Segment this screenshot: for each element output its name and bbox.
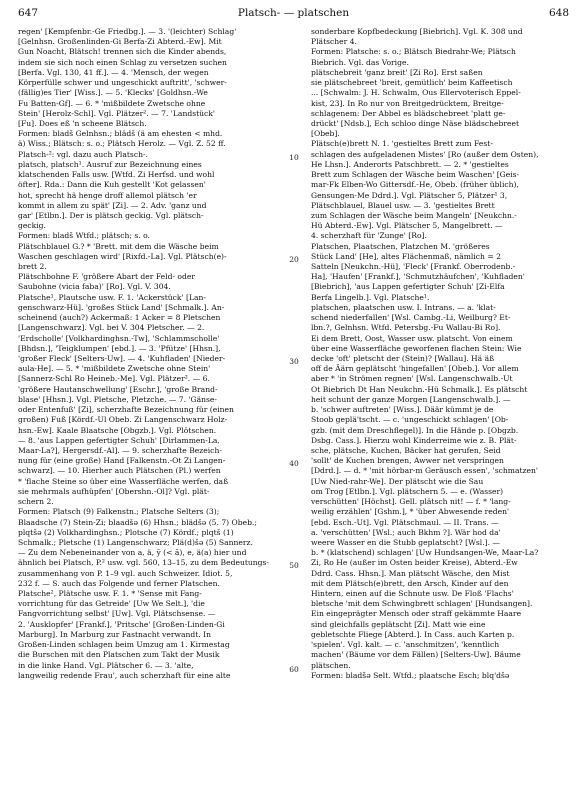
text-line: vorrichtung für das Getreide' [Uw We Selt.], 'die — [18, 599, 205, 609]
text-line: schern 2. — [18, 497, 54, 507]
text-line: Marburg]. In Marburg zur Fastnacht verwandt. In — [18, 629, 212, 639]
text-line: Fu Batten-Gf]. — 6. * 'mißbildete Zwetsche ohne — [18, 98, 206, 108]
text-line: Körperfülle schwer und ungeschickt auftritt', 'schwer- — [18, 78, 227, 88]
text-line: regen' [Kempfenbr.-Ge Friedbg.]. — 3. '(leichter) Schlag' — [18, 27, 237, 36]
text-line: oder Entenfuß' [Zi], scherzhafte Bezeichnung für (einen — [18, 405, 234, 415]
text-line: Platsche², Plätsche usw. F. 1. * 'Sense mit Fang- — [18, 589, 202, 599]
text-line: 'spielen'. Vgl. kalt. — c. 'anschmitzen', 'kenntlich — [311, 640, 500, 650]
text-line: brett 2. — [18, 262, 47, 272]
text-line: [Sannerz-Schl Ro Heineb.-Me]. Vgl. Plätzer². — 6. — [18, 374, 210, 384]
line-number: 30 — [289, 357, 299, 366]
text-line: langweilig redende Frau', auch scherzhaft für eine alte — [18, 670, 231, 680]
text-line: gebletschte Fliege [Abterd.]. In Cass. auch Karten p. — [311, 629, 515, 639]
text-line: Schmalk.; Pletsche (1) Langenschwarz; Plä(d)šə (5) Sannerz. — [18, 537, 253, 547]
text-line: Stoob geplä'tscht. — c. 'ungeschickt schlagen' [Ob- — [311, 415, 509, 425]
text-line: platsch, platsch¹. Ausruf zur Bezeichnung eines — [18, 159, 202, 169]
text-line: Platschen, Plaatschen, Platzchen M. 'größeres — [311, 241, 490, 251]
text-line: Formen: bladš Gelnhsn.; blädš (ä am ehesten < mhd. — [18, 129, 223, 139]
text-line: 4. scherzhaft für 'Zunge' [Ro]. — [311, 231, 427, 241]
text-line: plätschebreit 'ganz breit' [Zi Ro]. Erst saßen — [311, 67, 483, 77]
text-line: plqtšə (2) Volkhardinghsn.; Plotsche (7) Kördf.; plqtš (1) — [18, 527, 234, 537]
text-line: — Zu dem Nebeneinander von a, ä, ȳ (< ā), e, ä(a) hier und — [18, 548, 247, 558]
text-line: om Trog [Etlbn.]. Vgl. plätschern 5. — e. (Wasser) — [311, 486, 504, 496]
text-line: großen) Fuß [Kördf.-Ul Obeb. Zi Langenschwarz Holz- — [18, 415, 228, 425]
text-line: Plätschblauel G.? * 'Brett. mit dem die Wäsche beim — [18, 241, 219, 251]
text-line: schlagen des aufgeladenen Mistes' [Ro (außer dem Osten), — [311, 149, 539, 159]
text-line: gzb. (mit dem Dreschflegel)]. In die Hände p. [Obgzb. — [311, 425, 519, 435]
text-line: Ha], 'Haufen' [Frankf.], 'Schmutzhäufchen', 'Kuhfladen' — [311, 272, 525, 282]
text-line: aber * 'in Strömen regnen' [Wsl. Langenschwalb.-Ut — [311, 374, 513, 384]
line-number: 50 — [289, 561, 299, 570]
text-line: die Burschen mit den Platschen zum Takt der Musik — [18, 650, 220, 660]
text-line: Plätscher 4. — [311, 37, 357, 47]
text-line: kist, 23]. In Ro nur von Breitgedrücktem, Breitge- — [311, 98, 504, 108]
text-line: Gun Noacht, Blätsch! trennen sich die Kinder abends, — [18, 47, 227, 57]
text-line: zusammenhang von P. 1–9 vgl. auch Schweizer. Idiot. 5, — [18, 568, 233, 578]
page-header — [18, 7, 569, 21]
text-line: gar' [Etlbn.]. Der is plätsch geckig. Vgl. plätsch- — [18, 210, 204, 220]
text-line: Ddrd. Cass. Hhsn.]. Man plätscht Wäsche, den Mist — [311, 568, 510, 578]
text-line: bletsche 'mit dem Schwingbrett schlagen' [Hundsangen]. — [311, 599, 533, 609]
text-line: 'großer Fleck' [Selters-Uw]. — 4. 'Kuhfladen' [Nieder- — [18, 354, 226, 363]
text-line: Waschen geschlagen wird' [Rixfd.-La]. Vgl. Plätsch(e)- — [18, 251, 227, 261]
text-line: plätschen. — [311, 660, 351, 670]
text-line: weilig erzählen' [Gshm.], * 'über Abwesende reden' — [311, 507, 510, 517]
page-number-right: 648 — [548, 7, 569, 19]
text-line: machen' (Bäume vor dem Fällen) [Selters-Uw]. Bäume — [311, 650, 521, 660]
text-line: 232 f. — S. auch das Folgende und ferner Platschen. — [18, 578, 220, 588]
text-line: Fangvorrichtung selbst' [Uw]. Vgl. Plätschsense. — — [18, 609, 216, 619]
text-line: Berfa Lingelb.]. Vgl. Platsche¹. — [311, 292, 430, 302]
text-line: decke 'oft' pletscht der (Stein)? [Wallau]. Hä äß — [311, 354, 495, 363]
text-line: sie mehrmals aufhüpfen' [Obershn.-Ol]? Vgl. plät- — [18, 486, 210, 496]
text-line: schlagenem: Der Abbel es blädschebreet 'platt ge- — [311, 108, 506, 118]
text-line: [Obeb]. — [311, 129, 340, 139]
line-number: 10 — [289, 153, 299, 162]
text-line: Saubohne (vicia faba)' [Ro]. Vgl. V. 304. — [18, 282, 171, 292]
text-line: mar-Fk Elben-Wo Gittersdf.-He, Obeb. (früher üblich), — [311, 180, 519, 190]
right-column — [311, 27, 569, 787]
text-line: Maar-La?], Hergersdf.-Al]. — 9. scherzhafte Bezeich- — [18, 445, 222, 455]
text-line: off de Äärn geplätscht 'hingefallen' [Obeb.]. Vor allem — [311, 364, 519, 374]
text-line: Plätschblauel, Blauel usw. — 3. 'gestieltes Brett — [311, 200, 495, 210]
text-line: b. * (klatschend) schlagen' [Uw Hundsangen-We, Maar-La? — [311, 548, 539, 558]
text-line: Platsch-²: vgl. dazu auch Platsch-. — [18, 149, 148, 159]
text-line: Plätsch(e)brett N. 1. 'gestieltes Brett zum Fest- — [311, 139, 493, 149]
line-number: 40 — [289, 459, 299, 468]
text-line: schend niederfallen' [Wsl. Cambg.-Li, Weilburg? Et- — [311, 313, 511, 323]
text-line: Dsbg. Cass.]. Hierzu wohl Kinderreime wie z. B. Plät- — [311, 435, 517, 445]
text-line: nung für (eine große) Hand [Falkenstn.-Ot Zi Langen- — [18, 456, 226, 466]
text-line: zum Schlagen der Wäsche beim Mangeln' [Neukchn.- — [311, 210, 517, 220]
text-line: geckig. — [18, 221, 46, 231]
text-line: verschütten' [Höchst]. Gell. plätsch nit! — f. * 'lang- — [311, 497, 511, 507]
text-line: 2. 'Ausklopfer' [Frankf.], 'Pritsche' [Großen-Linden-Gi — [18, 619, 225, 629]
text-line: Formen: Platsch (9) Falkenstn.; Platsche Selters (3); — [18, 507, 220, 517]
running-title: Platsch- — platschen — [237, 7, 350, 19]
text-line: mit dem Plätsch(e)brett, den Arsch, Kinder auf den — [311, 578, 509, 588]
text-line: sie plätschebreet 'breit, gemütlich' beim Kaffeetisch — [311, 78, 513, 88]
text-line: Hintern, einen auf die Schnute usw. De Floß 'Flachs' — [311, 589, 514, 599]
text-line: scheinend (auch?) Ackermaß: 1 Acker = 8 Pletschen — [18, 313, 221, 323]
left-column — [18, 27, 276, 787]
text-line: * 'flache Steine so über eine Wasserfläche werfen, daß — [18, 476, 229, 486]
text-line: Gensungen-Me Ddrd.]. Vgl. Plätscher 5, Plätzer¹ 3, — [311, 190, 508, 200]
text-line: drückt' [Ndsb.], Ech schloo dinge Näse blädschebreet — [311, 118, 520, 128]
text-line: 'Erdscholle' [Volkhardinghsn.-Tw], 'Schlammscholle' — [18, 333, 220, 343]
text-line: Formen: bladšə Selt. Wtfd.; plaatsche Esch; blq'dšə — [311, 670, 510, 680]
text-line: heit schunt der ganze Morgen [Langenschwalb.]. — — [311, 394, 511, 404]
text-line: Plätschbohne F. 'größere Abart der Feld- oder — [18, 272, 195, 282]
text-line: 'größere Hautanschwellung' [Eschr.], 'große Brand- — [18, 384, 218, 394]
text-line: in die linke Hand. Vgl. Plätscher 6. — 3. 'alte, — [18, 660, 194, 670]
text-line: über eine Wasserfläche geworfenen flachen Stein: Wie — [311, 343, 522, 353]
text-line: [ebd. Esch.-Ut]. Vgl. Plätschmaul. — II. Trans. — — [311, 517, 499, 527]
text-line: ähnlich bei Platsch, P.² usw. vgl. 560, 13–15, zu dem Bedeutungs- — [18, 558, 269, 568]
text-line: (fällig)es Tier' [Wiss.]. — 5. 'Klecks' [Goldhsn.-We — [18, 88, 208, 98]
text-line: sonderbare Kopfbedeckung [Biebrich]. Vgl. K. 308 und — [311, 27, 523, 36]
text-line: hot, sprecht hä henge droff allemol plätsch 'er — [18, 190, 197, 200]
line-number: 60 — [289, 665, 299, 674]
line-number: 20 — [289, 255, 299, 264]
text-line: Blaadsche (7) Stein-Zi; blaadšə (6) Hhsn.; blädšə (5. 7) Obeb.; — [18, 517, 257, 527]
text-line: Formen: bladš Wtfd.; plätsch; s. o. — [18, 231, 150, 241]
text-line: schwarz]. — 10. Hierher auch Plätschen (Pl.) werfen — [18, 466, 221, 476]
text-line: Stück Land' [He], altes Flächenmaß, nämlich = 2 — [311, 251, 501, 261]
text-line: kommt in allem zu spät' [Zi]. — 2. Adv. 'ganz und — [18, 200, 207, 210]
text-line: 'sollt' de Kuchen brengen, Awwer net verspringen — [311, 456, 504, 466]
text-line: Formen: Platsche: s. o.; Blätsch Biedrahr-We; Plätsch — [311, 47, 516, 57]
text-line: genschwarz-Hü]. 'großes Stück Land' [Schmalk.]. An- — [18, 302, 225, 312]
text-line: He Lhsn.]. Anderorts Patschbrett. — 2. * 'gestieltes — [311, 159, 509, 169]
text-line: [Bhdsn.], 'Teigklumpen' [ebd.]. — 3. 'Pfütze' [Hhsn.], — [18, 343, 221, 353]
text-line: ... [Schwalm: J. H. Schwalm, Ous Ellervoterisch Eppel- — [311, 88, 521, 98]
text-line: indem sie sich noch einen Schlag zu versetzen suchen — [18, 57, 227, 67]
text-line: sche, plätsche, Kuchen, Bäcker hat gerufen, Seid — [311, 445, 501, 455]
page-number-left: 647 — [18, 7, 39, 19]
text-line: b. 'schwer auftreten' [Wiss.]. Däär kümmt je de — [311, 405, 494, 415]
text-line: blase' [Hhsn.]. Vgl. Pletsche, Pletzche. — 7. 'Gänse- — [18, 394, 217, 404]
text-line: sind gleichfalls geplätscht [Zi]. Matt wie eine — [311, 619, 486, 629]
text-line: Biebrich. Vgl. das Vorige. — [311, 57, 409, 67]
text-line: [Biebrich], 'aus Lappen gefertigter Schuh' [Zi-Elfa — [311, 282, 505, 292]
text-line: [Langenschwarz]. Vgl. bei V. 304 Pletscher. — 2. — [18, 323, 205, 333]
text-line: Platsche¹, Plautsche usw. F. 1. 'Ackerstück' [Lan- — [18, 292, 206, 302]
text-line: Ei dem Brett, Oost, Wasser usw. platscht. Von einem — [311, 333, 513, 343]
text-line: [Ddrd.]. — d. * 'mit hörbar-m Geräusch essen', 'schmatzen' — [311, 466, 539, 476]
text-line: ä) Wiss.; Blätsch: s. o.; Plätsch Herolz. — Vgl. Z. 52 ff. — [18, 139, 226, 149]
text-line: [Uw Nied-rahr-We]. Der plätscht wie die Sau — [311, 476, 484, 486]
text-line: Hü Abterd.-Ew]. Vgl. Plätscher 5, Mangelbrett. — — [311, 221, 503, 231]
text-line: klatschenden Falls usw. [Wtfd. Zi Herfsd. und wohl — [18, 170, 215, 180]
text-line: hsn.-Ew]. Kaale Blaatsche [Obgzb.]. Vgl. Plötschen. — [18, 425, 217, 435]
text-line: Großen-Linden schlagen beim Umzug am 1. Kirmestag — [18, 640, 230, 650]
text-line: a. 'verschütten' [Wsl.; auch Bkhm ?]. Wär hod da' — [311, 527, 501, 537]
text-line: öfter]. Rda.: Dann die Kuh gestellt 'Kot gelassen' — [18, 180, 206, 190]
text-line: platschen, plaatschen usw. I. Intrans. — a. 'klat- — [311, 302, 496, 312]
text-line: — 8. 'aus Lappen gefertigter Schuh' [Dirlammen-La, — [18, 435, 220, 445]
text-line: [Berfa. Vgl. 130, 41 ff.]. — 4. 'Mensch, der wegen — [18, 67, 209, 77]
text-line: lbn.?, Gelnhsn. Wtfd. Petersbg.-Fu Wallau-Bi Ro]. — [311, 323, 501, 333]
text-line: Brett zum Schlagen der Wäsche beim Waschen' [Geis- — [311, 170, 520, 180]
text-line: Ot Biebrich Dt Han Neukchn.-Hü Schmalk.]. Es plätscht — [311, 384, 528, 394]
text-line: weere Wasser en die Stubb geplatscht? [Wsl.]. — — [311, 537, 500, 547]
text-line: [Gelnhsn. Großenlinden-Gi Berfa-Zi Abterd.-Ew]. Mit — [18, 37, 222, 47]
text-line: Zi, Ro He (außer im Osten beider Kreise), Abterd.-Ew — [311, 558, 518, 568]
text-line: Ein eingeprägter Mensch oder straff gekämmte Haare — [311, 609, 522, 619]
text-line: [Fu]. Does eß 'n scheene Blätsch. — [18, 118, 147, 128]
text-line: aula-He]. — 5. * 'mißbildete Zwetsche ohne Stein' — [18, 364, 211, 374]
text-line: Satteln [Neukchn.-Hü], 'Fleck' [Frankf. Oberrodenb.- — [311, 262, 516, 272]
text-line: Stein' [Herolz-Schl]. Vgl. Plätzer². — 7. 'Landstück' — [18, 108, 215, 118]
